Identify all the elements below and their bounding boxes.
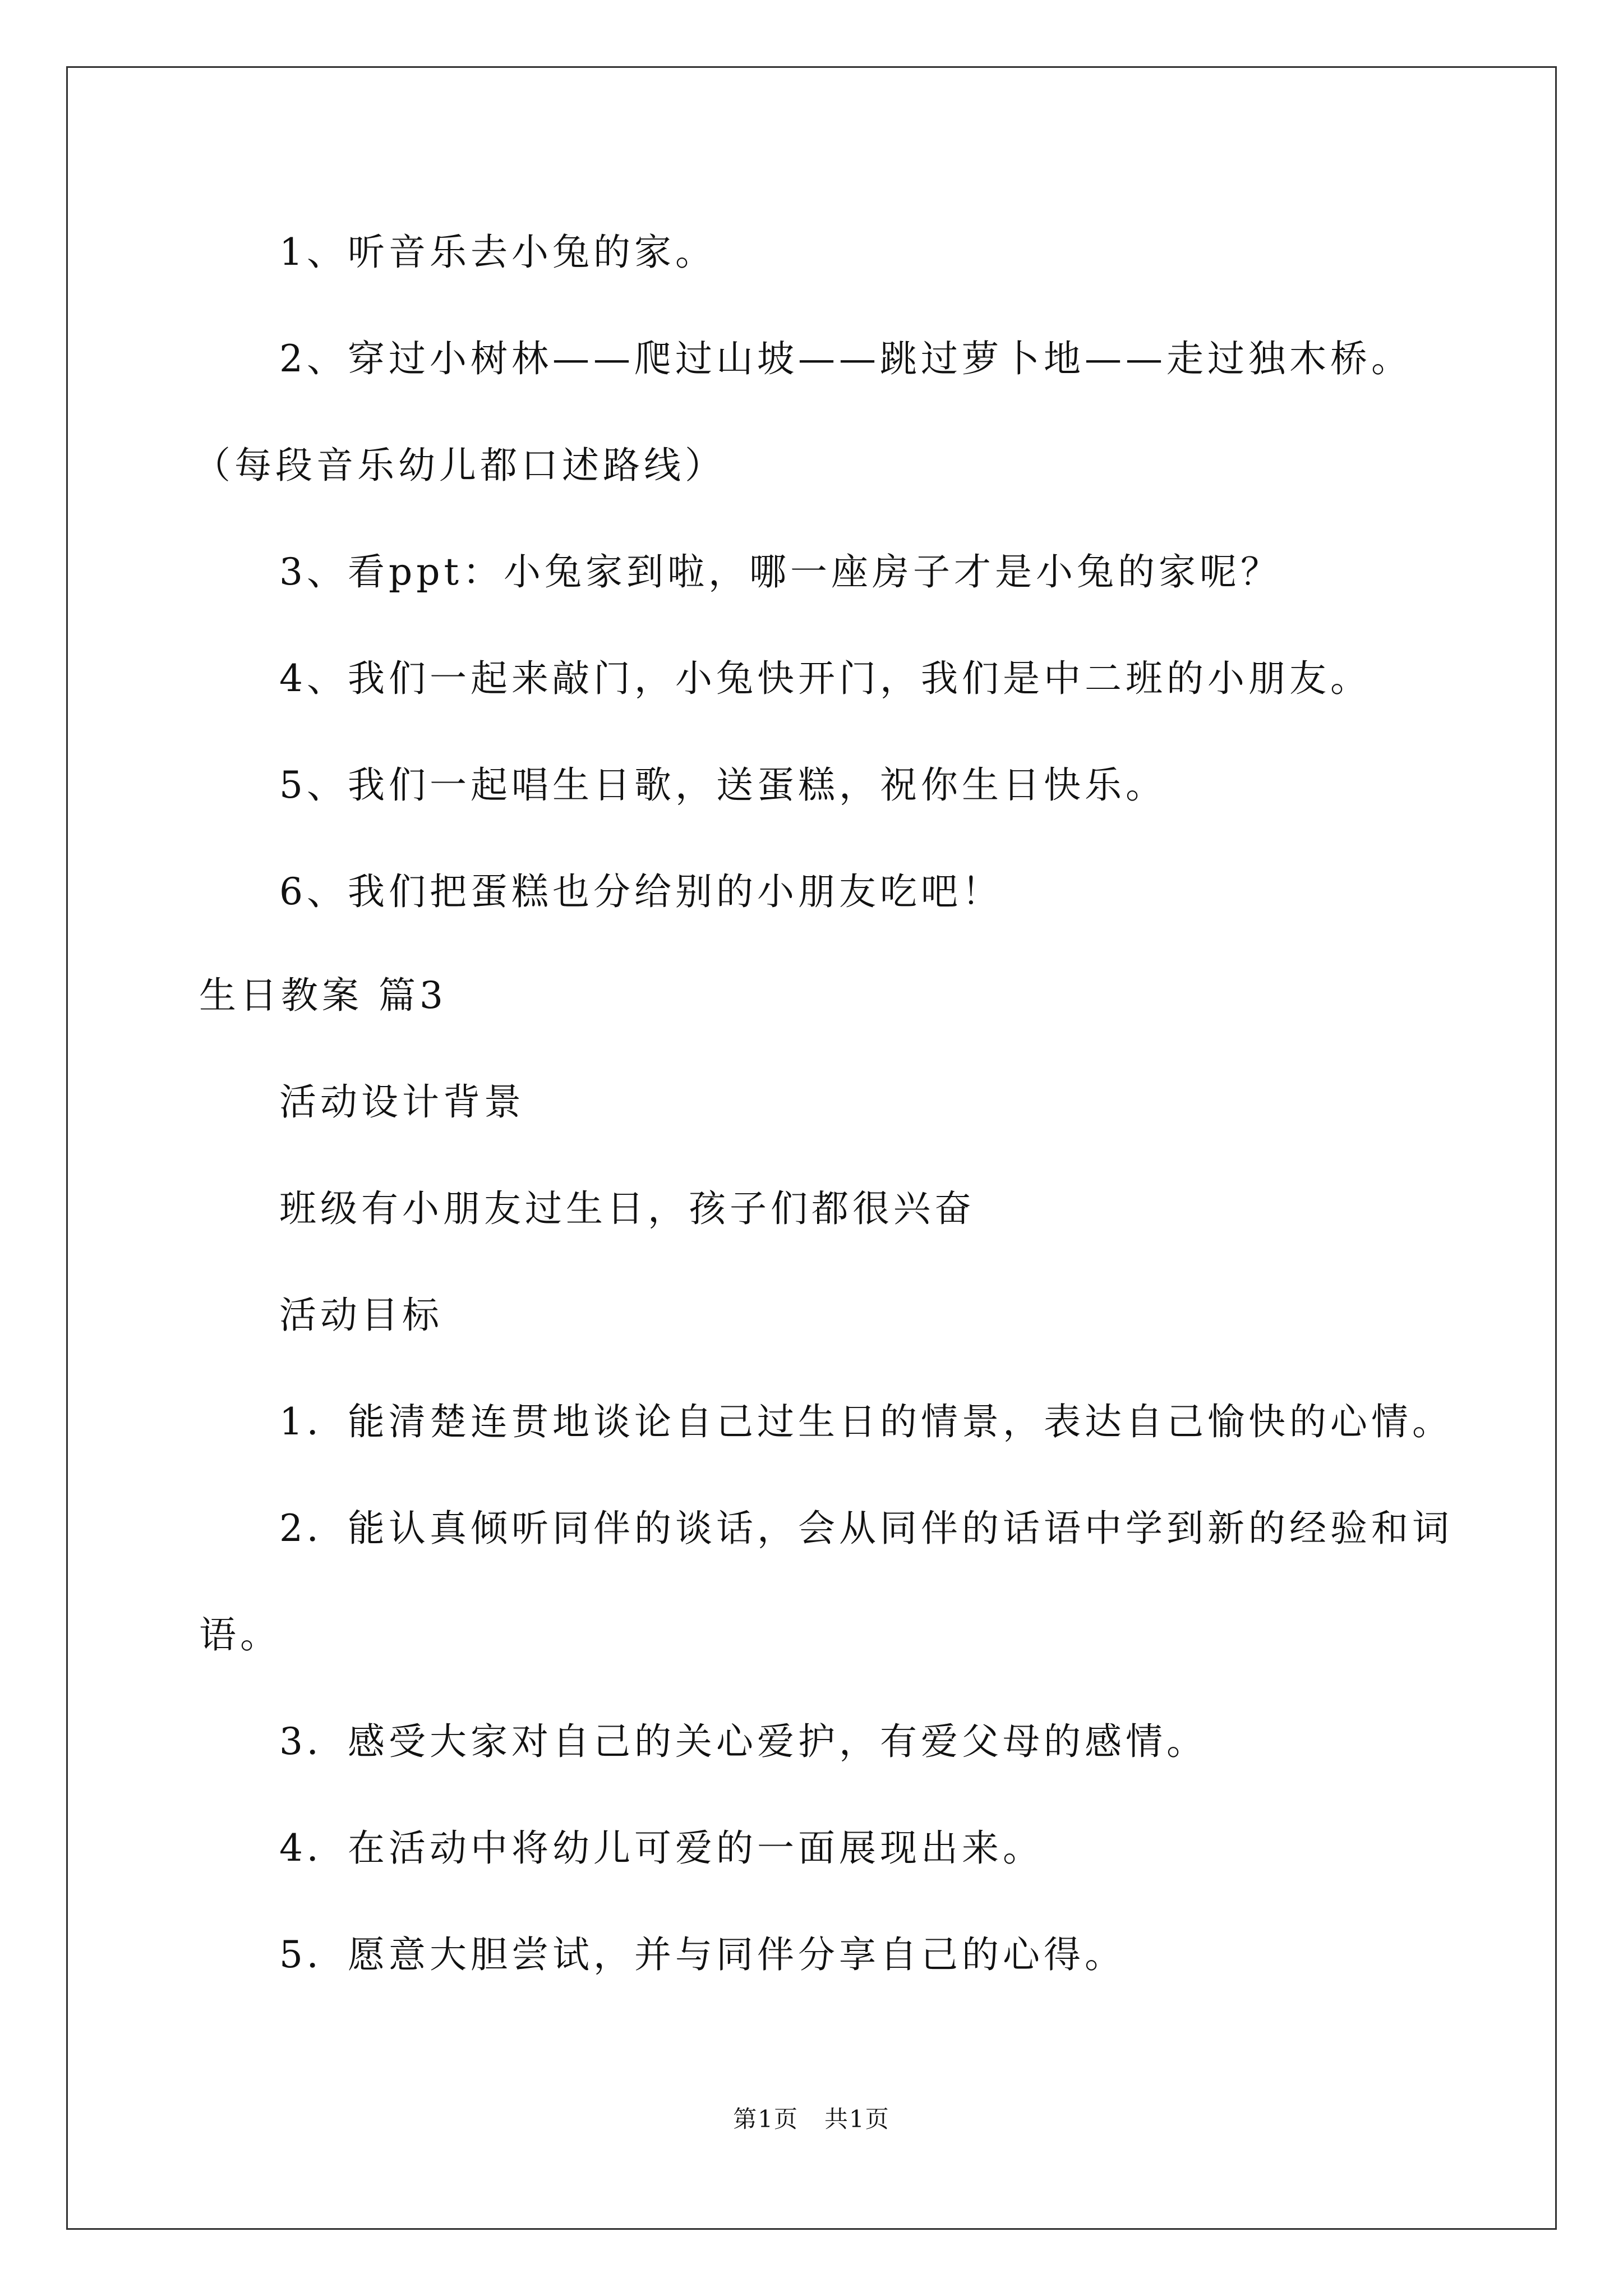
paragraph-goal-1: 1．能清楚连贯地谈论自己过生日的情景，表达自己愉快的心情。 xyxy=(279,1400,1453,1443)
paragraph-step-6: 6、我们把蛋糕也分给别的小朋友吃吧！ xyxy=(279,870,1003,913)
paragraph-step-2-note: （每段音乐幼儿都口述路线） xyxy=(193,444,726,487)
paragraph-goal-5: 5．愿意大胆尝试，并与同伴分享自己的心得。 xyxy=(279,1933,1126,1976)
subheading-background: 活动设计背景 xyxy=(279,1080,525,1124)
paragraph-goal-2-cont: 语。 xyxy=(199,1613,281,1657)
paragraph-goal-4: 4．在活动中将幼儿可爱的一面展现出来。 xyxy=(279,1826,1044,1870)
page-footer xyxy=(0,2105,1623,2134)
paragraph-step-1: 1、听音乐去小兔的家。 xyxy=(279,231,716,274)
paragraph-step-4: 4、我们一起来敲门，小兔快开门，我们是中二班的小朋友。 xyxy=(279,657,1371,700)
paragraph-step-3: 3、看ppt：小兔家到啦，哪一座房子才是小兔的家呢？ xyxy=(279,550,1282,593)
page-total: 共1页 xyxy=(824,2105,890,2133)
paragraph-goal-3: 3．感受大家对自己的关心爱护，有爱父母的感情。 xyxy=(279,1720,1207,1763)
paragraph-goal-2: 2．能认真倾听同伴的谈话，会从同伴的话语中学到新的经验和词 xyxy=(279,1507,1453,1550)
section-heading: 生日教案 篇3 xyxy=(199,974,447,1017)
paragraph-step-2: 2、穿过小树林——爬过山坡——跳过萝卜地——走过独木桥。 xyxy=(279,337,1412,380)
page-number: 第1页 xyxy=(733,2105,799,2133)
page-border xyxy=(66,66,1557,2230)
paragraph-background: 班级有小朋友过生日，孩子们都很兴奋 xyxy=(279,1187,975,1230)
paragraph-step-5: 5、我们一起唱生日歌，送蛋糕，祝你生日快乐。 xyxy=(279,763,1166,807)
subheading-goals: 活动目标 xyxy=(279,1294,443,1337)
